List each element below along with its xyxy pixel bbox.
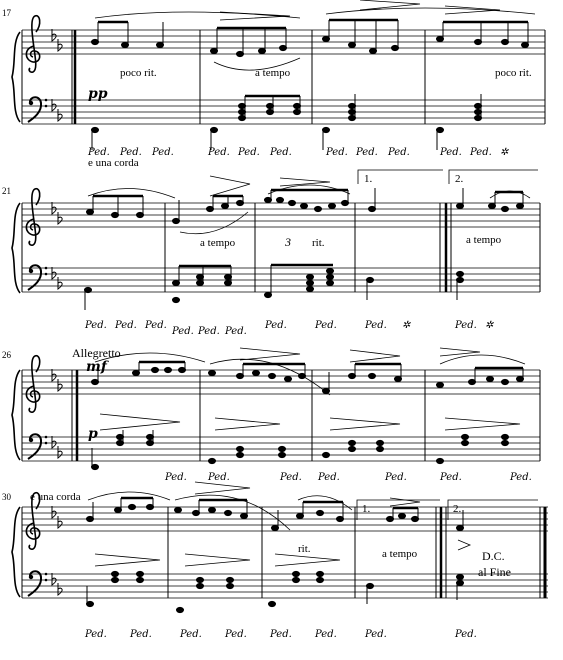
expression-text: rit.	[312, 237, 325, 249]
expression-text: a tempo	[255, 67, 291, 79]
svg-text:Ped.: Ped.	[385, 472, 407, 483]
dynamic-marking: mf	[86, 359, 107, 375]
measure-number: 26	[2, 350, 11, 360]
pedal-row	[84, 629, 477, 640]
ending-2: 2.	[453, 503, 462, 515]
treble-clef	[26, 16, 39, 72]
expression-text: a tempo	[200, 237, 236, 249]
svg-text:Ped.: Ped.	[440, 147, 462, 158]
expression-text: poco rit.	[120, 67, 157, 79]
dynamic-marking: p	[88, 426, 98, 442]
svg-text:Ped.: Ped.	[265, 320, 287, 331]
system-2	[2, 170, 540, 337]
svg-text:Ped.: Ped.	[130, 629, 152, 640]
svg-text:Ped.: Ped.	[180, 629, 202, 640]
svg-text:Ped.: Ped.	[208, 147, 230, 158]
svg-text:Ped.: Ped.	[120, 147, 142, 158]
svg-text:Ped.: Ped.	[85, 629, 107, 640]
svg-text:Ped.: Ped.	[198, 326, 220, 337]
svg-text:Ped.: Ped.	[208, 472, 230, 483]
pedal-instruction: e una corda	[88, 157, 139, 169]
svg-text:Ped.: Ped.	[145, 320, 167, 331]
svg-text:Ped.: Ped.	[270, 147, 292, 158]
svg-text:Ped.: Ped.	[152, 147, 174, 158]
svg-text:Ped.: Ped.	[315, 320, 337, 331]
svg-text:Ped.: Ped.	[318, 472, 340, 483]
svg-text:Ped.: Ped.	[88, 147, 110, 158]
svg-text:✲: ✲	[500, 147, 509, 158]
fine-marking: al Fine	[478, 565, 511, 579]
svg-text:Ped.: Ped.	[510, 472, 532, 483]
tempo-marking: Allegretto	[72, 346, 121, 360]
svg-text:Ped.: Ped.	[280, 472, 302, 483]
svg-text:Ped.: Ped.	[172, 326, 194, 337]
svg-text:Ped.: Ped.	[326, 147, 348, 158]
ending-2: 2.	[455, 173, 464, 185]
svg-text:Ped.: Ped.	[225, 629, 247, 640]
pedal-instruction: e una corda	[30, 491, 81, 503]
pedal-row	[164, 472, 532, 483]
svg-text:Ped.: Ped.	[270, 629, 292, 640]
dc-marking: D.C.	[482, 549, 505, 563]
svg-text:✲: ✲	[485, 320, 494, 331]
measure-number: 21	[2, 186, 11, 196]
svg-text:Ped.: Ped.	[365, 320, 387, 331]
expression-text: a tempo	[466, 234, 502, 246]
svg-text:Ped.: Ped.	[238, 147, 260, 158]
dynamic-marking: pp	[88, 86, 108, 102]
svg-text:Ped.: Ped.	[365, 629, 387, 640]
svg-text:Ped.: Ped.	[470, 147, 492, 158]
expression-text: rit.	[298, 543, 311, 555]
svg-text:Ped.: Ped.	[356, 147, 378, 158]
system-3	[2, 346, 540, 483]
system-4	[2, 482, 548, 640]
measure-number: 17	[2, 8, 11, 18]
svg-text:Ped.: Ped.	[315, 629, 337, 640]
svg-text:Ped.: Ped.	[85, 320, 107, 331]
ending-1: 1.	[364, 173, 373, 185]
svg-text:Ped.: Ped.	[225, 326, 247, 337]
pedal-row	[87, 147, 509, 158]
svg-text:✲: ✲	[402, 320, 411, 331]
svg-text:Ped.: Ped.	[440, 472, 462, 483]
pedal-row	[84, 320, 494, 337]
ending-1: 1.	[362, 503, 371, 515]
svg-text:Ped.: Ped.	[115, 320, 137, 331]
svg-text:Ped.: Ped.	[455, 629, 477, 640]
expression-text: poco rit.	[495, 67, 532, 79]
measure-number: 30	[2, 492, 11, 502]
svg-text:Ped.: Ped.	[165, 472, 187, 483]
svg-text:Ped.: Ped.	[388, 147, 410, 158]
expression-text: a tempo	[382, 548, 418, 560]
system-1	[2, 0, 545, 169]
tuplet-number: 3	[285, 235, 291, 249]
svg-text:Ped.: Ped.	[455, 320, 477, 331]
